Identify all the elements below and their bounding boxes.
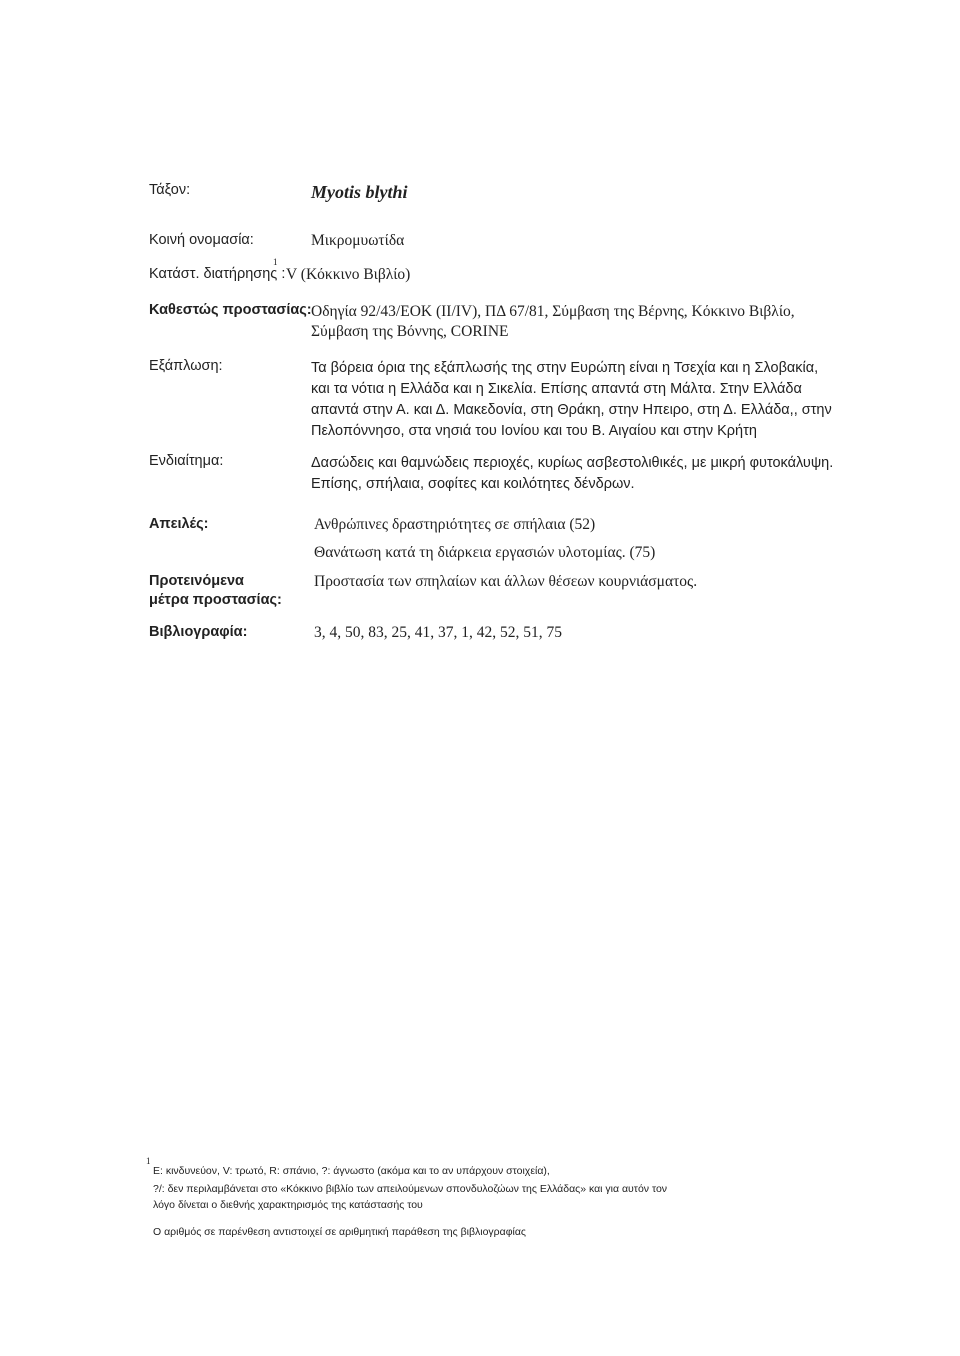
footnote-line: λόγο δίνεται ο διεθνής χαρακτηρισμός της κατάστασής του <box>153 1199 423 1211</box>
protection-line: Σύμβαση της Βόννης, CORINE <box>311 323 509 340</box>
protection-value <box>311 302 795 342</box>
distribution-line: Πελοπόννησο, στα νησιά του Ιονίου και του Β. Αιγαίου και στην Κρήτη <box>311 423 757 439</box>
status-value: V (Κόκκινο Βιβλίο) <box>286 266 411 283</box>
distribution-line: Τα βόρεια όρια της εξάπλωσής της στην Ευρώπη είναι η Τσεχία και η Σλοβακία, <box>311 360 819 376</box>
bibliography-label: Βιβλιογραφία: <box>149 624 248 640</box>
threat-item: Ανθρώπινες δραστηριότητες σε σπήλαια (52) <box>314 516 596 533</box>
distribution-line: απαντά στην Α. και Δ. Μακεδονία, στη Θράκη, στην Ηπειρο, στη Δ. Ελλάδα,, στην <box>311 402 832 418</box>
measures-label-line: Προτεινόμενα <box>149 573 244 589</box>
habitat-label: Ενδιαίτημα: <box>149 453 224 469</box>
bibliography-value: 3, 4, 50, 83, 25, 41, 37, 1, 42, 52, 51, 75 <box>314 624 562 641</box>
footnote-note: Ο αριθμός σε παρένθεση αντιστοιχεί σε αριθμητική παράθεση της βιβλιογραφίας <box>153 1226 526 1238</box>
measures-label <box>149 572 282 610</box>
habitat-line: Επίσης, σπήλαια, σοφίτες και κοιλότητες δένδρων. <box>311 476 635 492</box>
protection-line: Οδηγία 92/43/ΕΟΚ (II/IV), ΠΔ 67/81, Σύμβαση της Βέρνης, Κόκκινο Βιβλίο, <box>311 303 795 320</box>
taxon-label: Τάξον: <box>149 182 191 198</box>
measures-label-line: μέτρα προστασίας: <box>149 592 282 608</box>
distribution-value <box>311 358 832 442</box>
common-name-label: Κοινή ονομασία: <box>149 232 254 248</box>
taxon-value: Myotis blythi <box>311 182 408 202</box>
protection-label: Καθεστώς προστασίας: <box>149 302 312 318</box>
measures-value: Προστασία των σπηλαίων και άλλων θέσεων κουρνιάσματος. <box>314 573 698 590</box>
habitat-value <box>311 453 833 495</box>
distribution-label: Εξάπλωση: <box>149 358 223 374</box>
footnote-line: ?/: δεν περιλαμβάνεται στο «Κόκκινο βιβλίο των απειλούμενων σπονδυλοζώων της Ελλάδας» και για αυτόν τον <box>153 1183 668 1195</box>
common-name-value: Μικρομυωτίδα <box>311 232 405 249</box>
habitat-line: Δασώδεις και θαμνώδεις περιοχές, κυρίως ασβεστολιθικές, με μικρή φυτοκάλυψη. <box>311 455 834 471</box>
threats-label: Απειλές: <box>149 516 209 532</box>
footnote-line: E: κινδυνεύον, V: τρωτό, R: σπάνιο, ?: άγνωστο (ακόμα και το αν υπάρχουν στοιχεία), <box>153 1165 550 1177</box>
status-footnote-marker: 1 <box>273 257 278 267</box>
status-label: Κατάστ. διατήρησης : <box>149 266 286 282</box>
footnote-marker: 1 <box>146 1156 151 1166</box>
distribution-line: και τα νότια η Ελλάδα και η Σικελία. Επίσης απαντά στη Μάλτα. Στην Ελλάδα <box>311 381 802 397</box>
threat-item: Θανάτωση κατά τη διάρκεια εργασιών υλοτομίας. (75) <box>314 544 656 561</box>
